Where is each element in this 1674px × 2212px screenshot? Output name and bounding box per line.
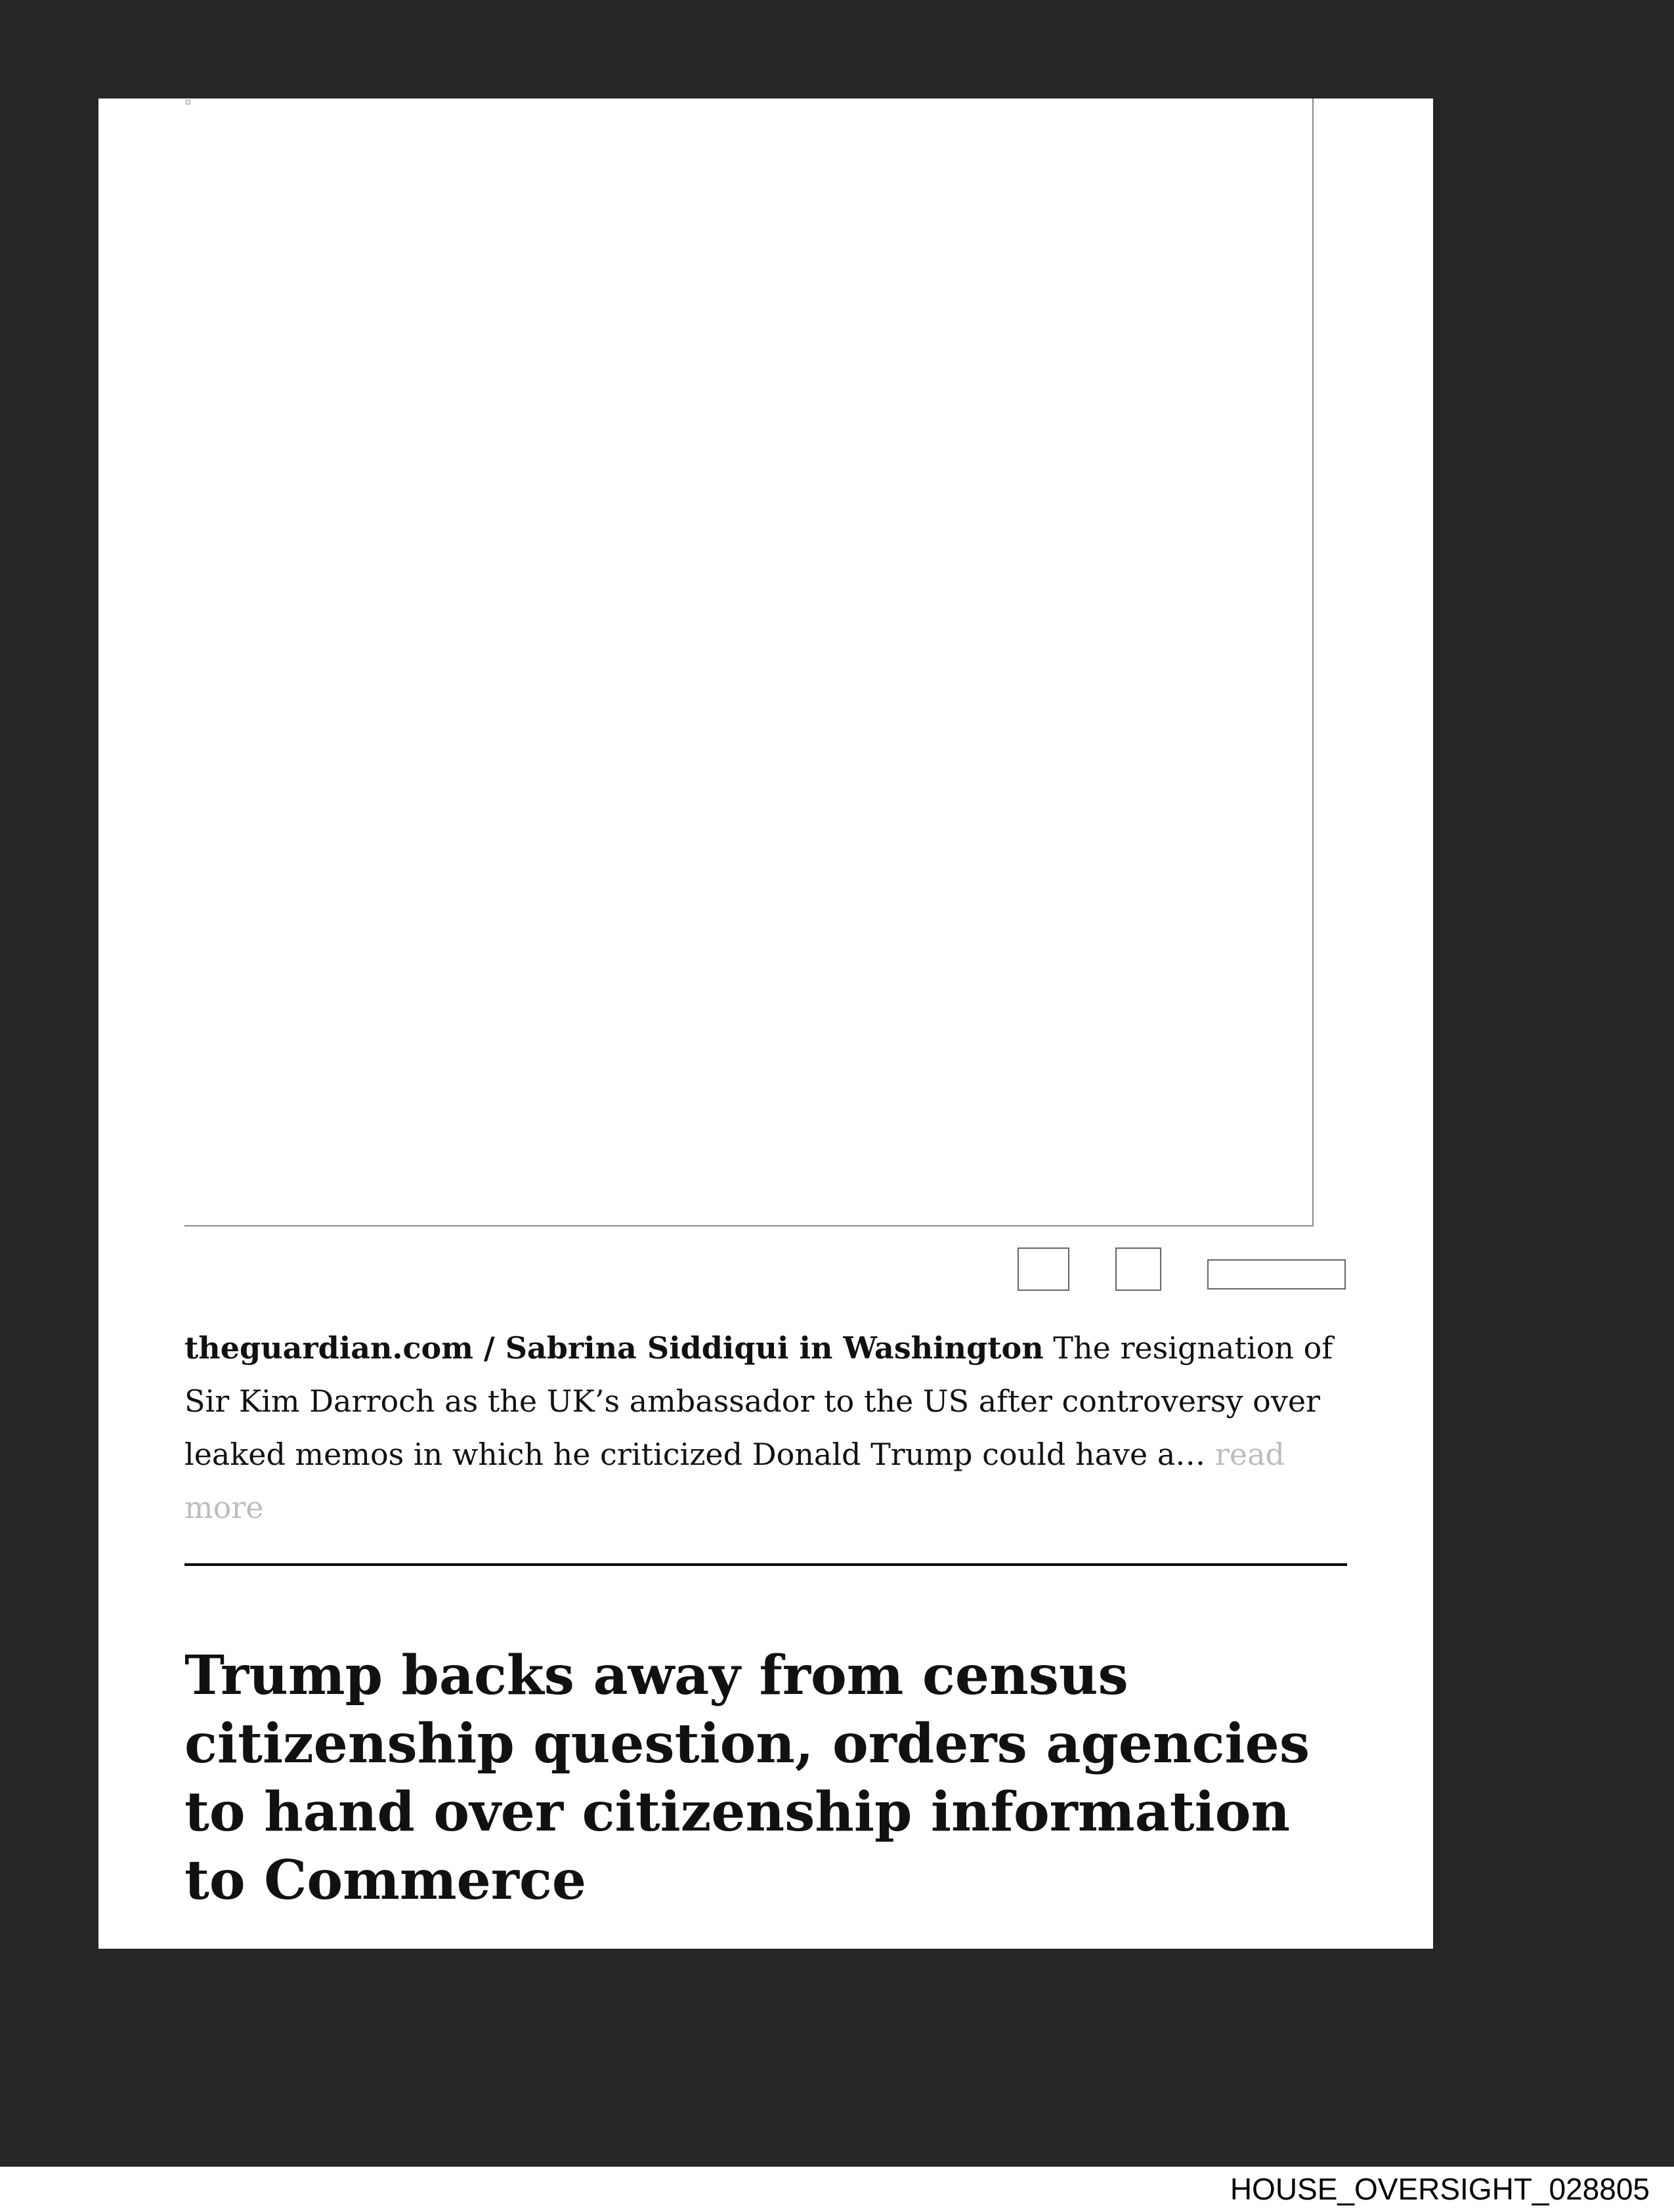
article-image-placeholder bbox=[184, 98, 1314, 1226]
thumbnail-image[interactable] bbox=[1207, 1259, 1346, 1290]
document-id: HOUSE_OVERSIGHT_028805 bbox=[1230, 2172, 1650, 2206]
article-headline[interactable]: Trump backs away from census citizenship question, orders agencies to hand over citizenship information to Commerce bbox=[184, 1644, 1310, 1912]
article-byline: theguardian.com / Sabrina Siddiqui in Washington bbox=[184, 1330, 1044, 1366]
article-summary-text: The resignation of Sir Kim Darroch as the UK’s ambassador to the US after controversy over leaked memos in which he criticized Donald Trump could have a… bbox=[184, 1330, 1333, 1472]
article-page bbox=[98, 98, 1433, 1949]
broken-image-icon bbox=[186, 100, 190, 104]
article-summary bbox=[184, 1322, 1360, 1534]
thumbnail-image[interactable] bbox=[1018, 1247, 1069, 1291]
section-divider bbox=[184, 1563, 1347, 1566]
read-more-link[interactable]: read more bbox=[184, 1437, 1285, 1525]
thumbnail-image[interactable] bbox=[1115, 1247, 1161, 1291]
